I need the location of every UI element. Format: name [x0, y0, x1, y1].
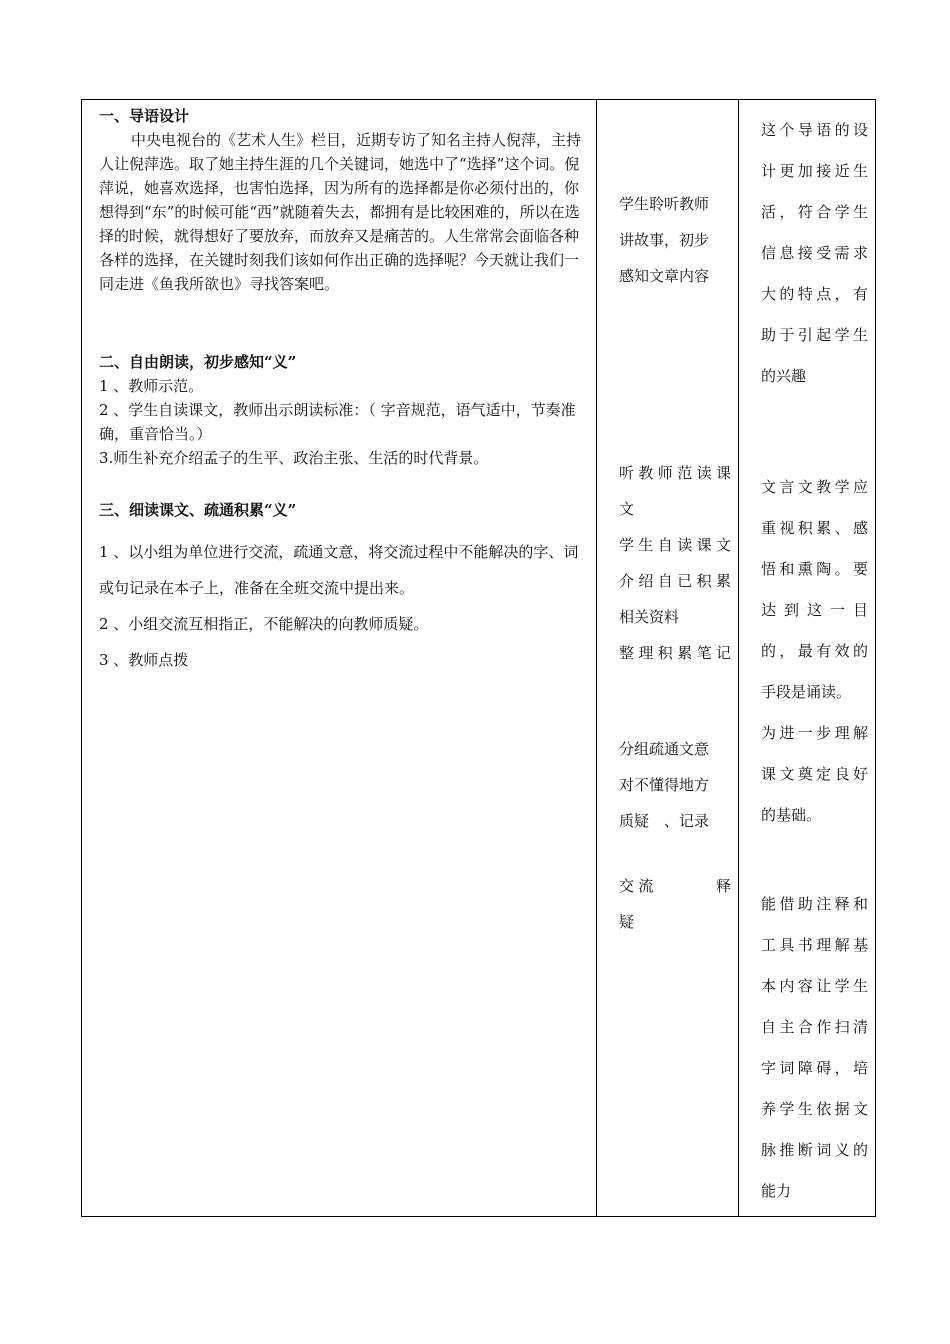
text-line: 自主合作扫清 [761, 1018, 868, 1036]
section-reading [99, 350, 588, 470]
design-intent-column [738, 100, 876, 1216]
text-line: 的，最有效的 [761, 642, 868, 660]
text-line: 为进一步理解 [761, 724, 868, 742]
intent-block-3 [761, 884, 868, 1212]
list-item: 1 、以小组为单位进行交流，疏通文意，将交流过程中不能解决的字、词或句记录在本子上，准备在全班交流中提出来。 [99, 543, 579, 597]
text-line: 悟和熏陶。要 [761, 560, 868, 578]
text-line: 文 [619, 500, 635, 518]
list-item: 3 、教师点拨 [99, 651, 189, 669]
text-line: 工具书理解基 [761, 936, 868, 954]
activity-block-3 [619, 731, 731, 839]
text-line: 养学生依据文 [761, 1100, 868, 1118]
lesson-table [81, 99, 876, 1217]
teaching-process-column [82, 100, 596, 1216]
text-line: 感知文章内容 [619, 267, 710, 285]
text-line: 大的特点，有 [761, 285, 868, 303]
text-line: 助于引起学生 [761, 326, 868, 344]
text-line: 课文奠定良好 [761, 765, 868, 783]
text-line: 相关资料 [619, 608, 680, 626]
text-line: 计更加接近生 [761, 162, 868, 180]
activity-block-2 [619, 455, 731, 671]
section-intro [99, 104, 588, 296]
text-line: 达到这一目 [761, 601, 868, 619]
text-line: 的基础。 [761, 806, 822, 824]
text-line: 信息接受需求 [761, 244, 868, 262]
list-item: 2 、小组交流互相指正，不能解决的向教师质疑。 [99, 615, 429, 633]
text-line: 学生自读课文 [619, 536, 731, 554]
intent-block-2 [761, 467, 868, 836]
text-line: 整理积累笔记 [619, 644, 731, 662]
text-line: 重视积累、感 [761, 519, 868, 537]
text-line: 能借助注释和 [761, 895, 868, 913]
text-line: 脉推断词义的 [761, 1141, 868, 1159]
student-activity-column [596, 100, 739, 1216]
intent-block-1 [761, 110, 868, 397]
text-line: 活，符合学生 [761, 203, 868, 221]
text-line: 字词障碍，培 [761, 1059, 868, 1077]
section-reading-title: 二、自由朗读，初步感知“义” [99, 353, 297, 371]
activity-block-1 [619, 186, 731, 294]
text-line: 文言文教学应 [761, 478, 868, 496]
section-close-reading [99, 498, 588, 678]
text-line: 能力 [761, 1182, 792, 1200]
activity-block-4 [619, 868, 731, 940]
section-intro-title: 一、导语设计 [99, 107, 190, 125]
text-line: 介绍自已积累 [619, 572, 731, 590]
section-intro-body: 中央电视台的《艺术人生》栏目，近期专访了知名主持人倪萍，主持人让倪萍选。取了她主持生涯的几个关键词，她选中了“选择”这个词。倪萍说，她喜欢选择，也害怕选择，因为所有的选择都是你必须付出的，你想得到“东”的时候可能“西”就随着失去，都拥有是比较困难的，所以在选择的时候，就得想好了要放弃，而放弃又是痛苦的。人生常常会面临各种各样的选择，在关键时刻我们该如何作出正确的选择呢？今天就让我们一同走进《鱼我所欲也》寻找答案吧。 [99, 131, 582, 293]
text-line: 这个导语的设 [761, 121, 868, 139]
list-item: 3.师生补充介绍孟子的生平、政治主张、生活的时代背景。 [99, 449, 489, 467]
text-line: 讲故事，初步 [619, 231, 710, 249]
section-close-reading-title: 三、细读课文、疏通积累“义” [99, 501, 297, 519]
text-line: 手段是诵读。 [761, 683, 852, 701]
text-line: 质疑 、记录 [619, 812, 710, 830]
text-line: 的兴趣 [761, 367, 807, 385]
text-line: 学生聆听教师 [619, 195, 710, 213]
list-item: 2 、学生自读课文，教师出示朗读标准：（ 字音规范，语气适中，节奏准确，重音恰当。） [99, 401, 576, 443]
text-line: 对不懂得地方 [619, 776, 710, 794]
text-line: 分组疏通文意 [619, 740, 710, 758]
text-line: 交流 释 [619, 877, 731, 895]
list-item: 1 、教师示范。 [99, 377, 204, 395]
text-line: 疑 [619, 913, 635, 931]
text-line: 本内容让学生 [761, 977, 868, 995]
text-line: 听教师范读课 [619, 464, 731, 482]
